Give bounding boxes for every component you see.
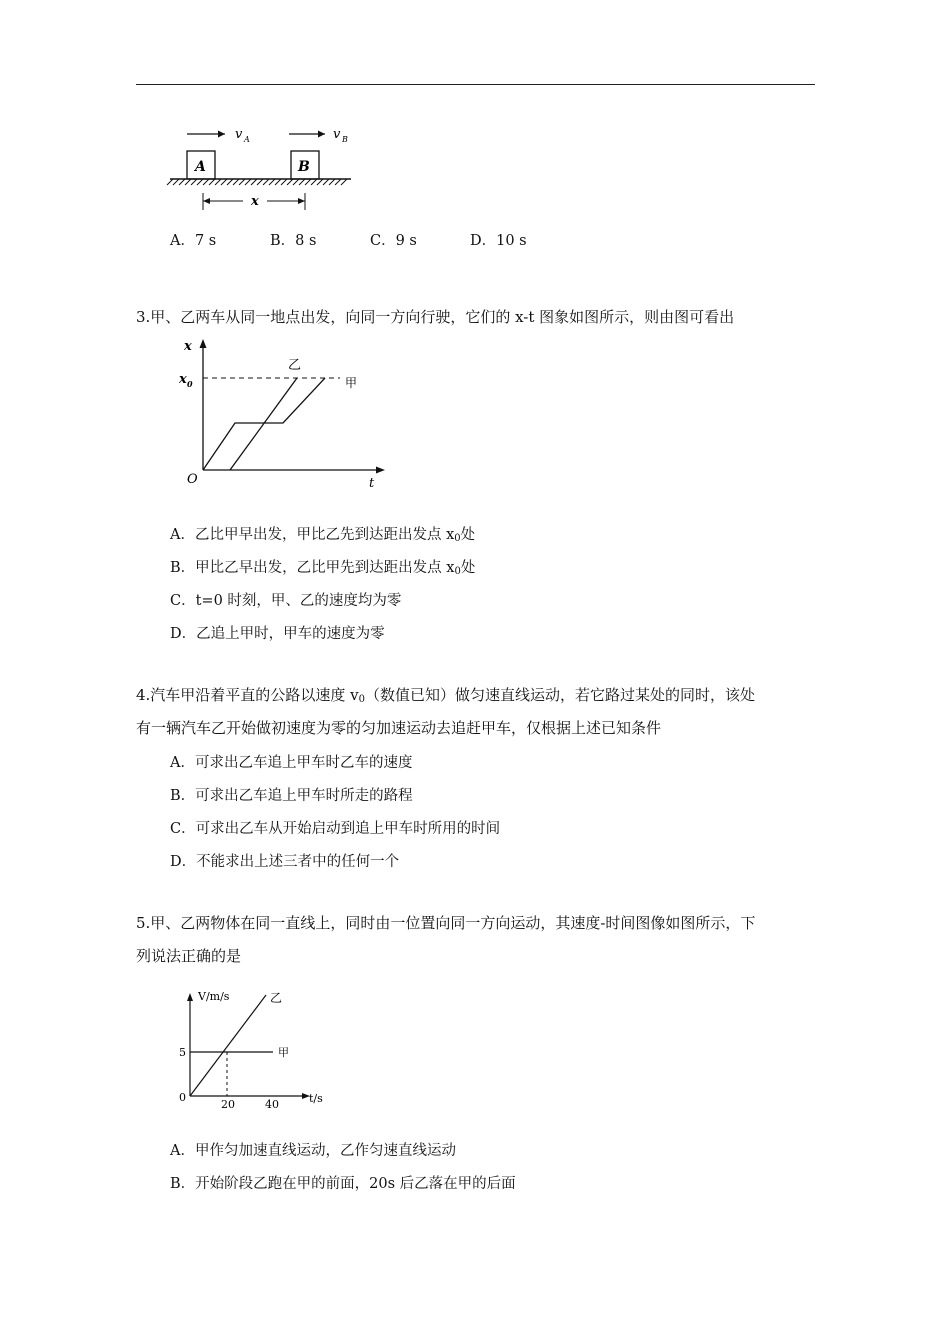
blocks-figure bbox=[165, 118, 360, 218]
block-b-label: B bbox=[298, 159, 310, 175]
ground-hatch bbox=[299, 179, 305, 185]
choice-b: B．8 s bbox=[270, 233, 317, 249]
choice-d: D．10 s bbox=[470, 233, 527, 249]
q3-option-c: C．t=0 时刻，甲、乙的速度均为零 bbox=[170, 593, 402, 609]
ground-hatch bbox=[281, 179, 287, 185]
va-label: v bbox=[235, 127, 243, 142]
ground-hatch bbox=[215, 179, 221, 185]
ground-hatch bbox=[245, 179, 251, 185]
ground-hatch bbox=[293, 179, 299, 185]
q5-option-a: A．甲作匀加速直线运动，乙作匀速直线运动 bbox=[170, 1143, 456, 1159]
q4-option-d: D．不能求出上述三者中的任何一个 bbox=[170, 854, 400, 870]
q5-stem-line2: 列说法正确的是 bbox=[136, 947, 242, 965]
vb-label: v bbox=[333, 127, 341, 142]
vt-line-yi-label: 乙 bbox=[270, 991, 283, 1005]
vt-y-axis-label: V/m/s bbox=[198, 990, 230, 1003]
ground-hatch bbox=[173, 179, 179, 185]
ground-hatch bbox=[263, 179, 269, 185]
ground-hatch bbox=[227, 179, 233, 185]
x0-sub: 0 bbox=[187, 379, 193, 389]
ground-hatch bbox=[179, 179, 185, 185]
q3-option-a: A．乙比甲早出发，甲比乙先到达距出发点 $x_0$处 bbox=[170, 527, 476, 544]
vt-origin-label: 0 bbox=[179, 1091, 186, 1104]
vt-x-axis-label: t/s bbox=[309, 1092, 323, 1105]
q4-stem-line1: 4.汽车甲沿着平直的公路以速度 $v_0$（数值已知）做匀速直线运动，若它路过某处的同时，该处 bbox=[136, 686, 755, 705]
ground-hatch bbox=[233, 179, 239, 185]
ground-hatch bbox=[341, 179, 347, 185]
xt-origin-label: O bbox=[187, 472, 198, 487]
vt-graph bbox=[172, 985, 337, 1115]
ground-hatch bbox=[305, 179, 311, 185]
header-rule bbox=[136, 84, 815, 85]
ground-hatch bbox=[167, 179, 173, 185]
ground-hatch bbox=[209, 179, 215, 185]
ground-hatch bbox=[329, 179, 335, 185]
q4-option-b: B．可求出乙车追上甲车时所走的路程 bbox=[170, 788, 413, 804]
ground-hatch bbox=[269, 179, 275, 185]
q5-stem-line1: 5.甲、乙两物体在同一直线上，同时由一位置向同一方向运动，其速度-时间图像如图所示，下 bbox=[136, 914, 756, 932]
ground-hatch bbox=[335, 179, 341, 185]
ground-hatch bbox=[185, 179, 191, 185]
ground-hatch bbox=[323, 179, 329, 185]
q3-option-d: D．乙追上甲时，甲车的速度为零 bbox=[170, 626, 385, 642]
q4-option-a: A．可求出乙车追上甲车时乙车的速度 bbox=[170, 755, 413, 771]
vt-x-tick-40: 40 bbox=[265, 1098, 279, 1111]
ground-hatch bbox=[257, 179, 263, 185]
q4-stem-line2: 有一辆汽车乙开始做初速度为零的匀加速运动去追赶甲车，仅根据上述已知条件 bbox=[136, 719, 662, 737]
choice-c: C．9 s bbox=[370, 233, 417, 249]
q3-option-b: B．甲比乙早出发，乙比甲先到达距出发点 $x_0$处 bbox=[170, 560, 476, 577]
vb-sub: B bbox=[342, 135, 348, 144]
ground-hatch bbox=[203, 179, 209, 185]
vt-x-tick-20: 20 bbox=[221, 1098, 235, 1111]
ground-hatch bbox=[239, 179, 245, 185]
x-label: x bbox=[251, 194, 259, 209]
xt-graph bbox=[175, 335, 390, 490]
xt-line-jia-label: 甲 bbox=[345, 376, 358, 390]
xt-line-yi-label: 乙 bbox=[288, 358, 302, 373]
va-sub: A bbox=[244, 135, 250, 144]
block-a-label: A bbox=[195, 159, 206, 175]
ground-hatch bbox=[287, 179, 293, 185]
ground-hatch bbox=[275, 179, 281, 185]
ground-hatch bbox=[197, 179, 203, 185]
vt-line-yi bbox=[190, 995, 266, 1096]
line-yi bbox=[230, 378, 297, 470]
ground-hatch bbox=[251, 179, 257, 185]
xt-y-axis-label: x bbox=[184, 339, 192, 354]
vt-line-jia-label: 甲 bbox=[278, 1046, 289, 1059]
choice-a: A．7 s bbox=[170, 233, 217, 249]
ground-hatch bbox=[311, 179, 317, 185]
q5-option-b: B．开始阶段乙跑在甲的前面，20s 后乙落在甲的后面 bbox=[170, 1176, 516, 1192]
ground-hatch bbox=[221, 179, 227, 185]
ground-hatch bbox=[191, 179, 197, 185]
q3-stem: 3.甲、乙两车从同一地点出发，向同一方向行驶，它们的 x-t 图象如图所示，则由图可看出 bbox=[136, 308, 735, 326]
q4-option-c: C．可求出乙车从开始启动到追上甲车时所用的时间 bbox=[170, 821, 501, 837]
xt-x-axis-label: t bbox=[369, 476, 375, 490]
vt-y-tick-5: 5 bbox=[179, 1046, 186, 1059]
ground-hatch bbox=[317, 179, 323, 185]
x0-label: x bbox=[179, 372, 187, 387]
